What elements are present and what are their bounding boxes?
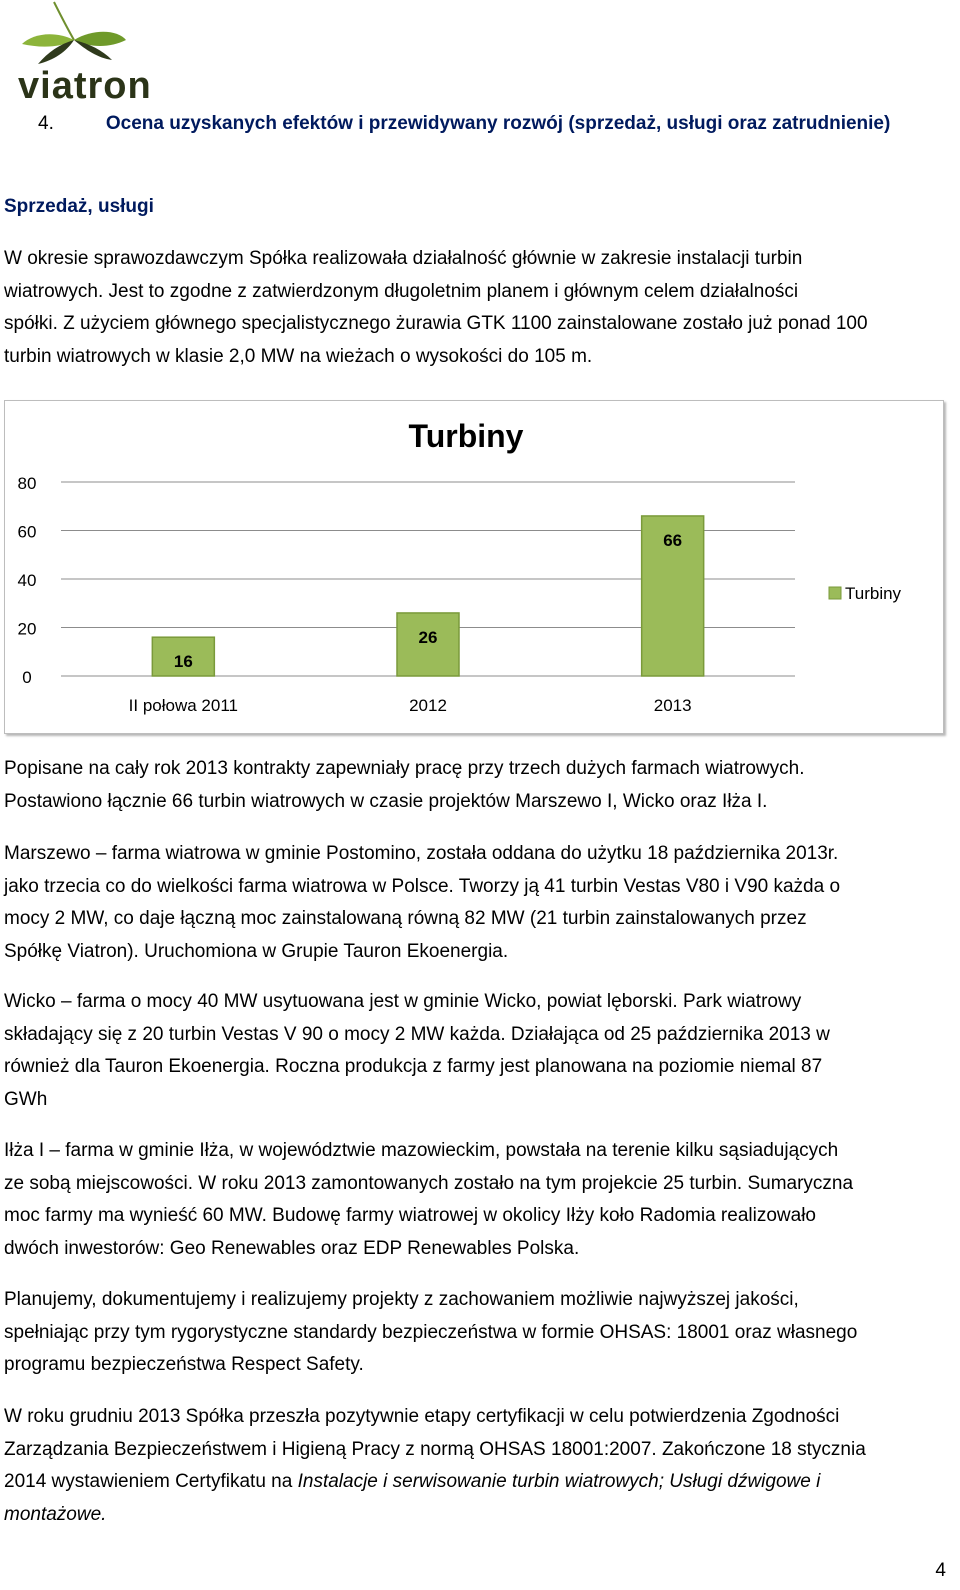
- intro-paragraph: [4, 243, 956, 373]
- y-tick-label: 60: [17, 522, 37, 542]
- text-line: Postawiono łącznie 66 turbin wiatrowych w czasie projektów Marszewo I, Wicko oraz Iłża I.: [4, 790, 768, 812]
- y-tick-label: 0: [22, 668, 32, 687]
- heading-number: 4.: [38, 113, 54, 134]
- paragraph-summary: [4, 753, 956, 818]
- text-line: GWh: [4, 1088, 48, 1110]
- chart-title: Turbiny: [408, 418, 524, 454]
- x-tick-label: 2013: [653, 696, 692, 715]
- data-label: 26: [418, 627, 438, 647]
- bar-chart: [5, 401, 943, 733]
- data-label: 66: [663, 530, 683, 550]
- text-line: jako trzecia co do wielkości farma wiatrowa w Polsce. Tworzy ją 41 turbin Vestas V80 i V90 każda o: [4, 875, 841, 897]
- legend-label: Turbiny: [845, 584, 902, 603]
- text-line: dwóch inwestorów: Geo Renewables oraz EDP Renewables Polska.: [4, 1237, 580, 1259]
- paragraph-ilza: [4, 1135, 956, 1265]
- text-line: Wicko – farma o mocy 40 MW usytuowana jest w gminie Wicko, powiat lęborski. Park wiatrowy: [4, 991, 802, 1012]
- text-line: Marszewo – farma wiatrowa w gminie Postomino, została oddana do użytku 18 października 2013r.: [4, 843, 839, 864]
- text-line: Popisane na cały rok 2013 kontrakty zapewniały pracę przy trzech dużych farmach wiatrowych.: [4, 758, 805, 779]
- heading-title: Ocena uzyskanych efektów i przewidywany rozwój (sprzedaż, usługi oraz zatrudnienie): [105, 113, 891, 134]
- paragraph-marszewo: [4, 838, 956, 968]
- text-line: turbin wiatrowych w klasie 2,0 MW na wieżach o wysokości do 105 m.: [4, 345, 593, 367]
- text-line: Spółkę Viatron). Uruchomiona w Grupie Tauron Ekoenergia.: [4, 940, 509, 962]
- paragraph-wicko: [4, 986, 956, 1116]
- text-line: [4, 1466, 956, 1499]
- y-tick-label: 80: [17, 474, 37, 493]
- section-heading: [38, 111, 958, 137]
- text-line: Iłża I – farma w gminie Iłża, w województwie mazowieckim, powstała na terenie kilku sąsiadujących: [4, 1140, 839, 1161]
- page-number: 4: [935, 1560, 946, 1581]
- x-tick-label: II połowa 2011: [128, 696, 238, 715]
- x-tick-label: 2012: [409, 696, 447, 715]
- text-line: [4, 1499, 956, 1532]
- paragraph-safety: [4, 1284, 956, 1382]
- text-line: spółki. Z użyciem głównego specjalistycznego żurawia GTK 1100 zainstalowane zostało już ponad 100: [4, 313, 868, 334]
- y-tick-label: 20: [17, 619, 37, 639]
- text-line: Planujemy, dokumentujemy i realizujemy projekty z zachowaniem możliwie najwyższej jakości,: [4, 1289, 799, 1310]
- text-line: składający się z 20 turbin Vestas V 90 o mocy 2 MW każda. Działająca od 25 października 2013 w: [4, 1023, 830, 1045]
- data-label: 16: [173, 652, 193, 672]
- viatron-logo: [14, 0, 204, 104]
- y-tick-label: 40: [17, 571, 37, 590]
- chart-container: [4, 400, 944, 734]
- text-line: spełniając przy tym rygorystyczne standardy bezpieczeństwa w formie OHSAS: 18001 oraz własnego: [4, 1321, 858, 1343]
- certificate-scope: Instalacje i serwisowanie turbin wiatrowych; Usługi dźwigowe i: [297, 1471, 821, 1492]
- subsection-title: Sprzedaż, usługi: [4, 196, 154, 217]
- text-line: W okresie sprawozdawczym Spółka realizowała działalność głównie w zakresie instalacji turbin: [4, 248, 803, 269]
- text-line: Zarządzania Bezpieczeństwem i Higieną Pracy z normą OHSAS 18001:2007. Zakończone 18 stycznia: [4, 1438, 866, 1460]
- paragraph-certification: [4, 1401, 956, 1531]
- legend-swatch: [829, 587, 841, 599]
- text-line: również dla Tauron Ekoenergia. Roczna produkcja z farmy jest planowana na poziomie niemal 87: [4, 1056, 823, 1077]
- text-line: mocy 2 MW, co daje łączną moc zainstalowaną równą 82 MW (21 turbin zainstalowanych przez: [4, 908, 807, 929]
- text-line: wiatrowych. Jest to zgodne z zatwierdzonym długoletnim planem i głównym celem działalności: [4, 280, 799, 302]
- text-line: ze sobą miejscowości. W roku 2013 zamontowanych zostało na tym projekcie 25 turbin. Sumaryczna: [4, 1172, 854, 1194]
- text-line: programu bezpieczeństwa Respect Safety.: [4, 1354, 364, 1375]
- certificate-scope-end: montażowe.: [4, 1503, 107, 1525]
- logo-wordmark: viatron: [18, 65, 152, 104]
- text-fragment: 2014 wystawieniem Certyfikatu na: [4, 1471, 298, 1492]
- text-line: moc farmy ma wynieść 60 MW. Budowę farmy wiatrowej w okolicy Iłży koło Radomia realizowało: [4, 1205, 816, 1226]
- text-line: W roku grudniu 2013 Spółka przeszła pozytywnie etapy certyfikacji w celu potwierdzenia Zgodności: [4, 1406, 840, 1427]
